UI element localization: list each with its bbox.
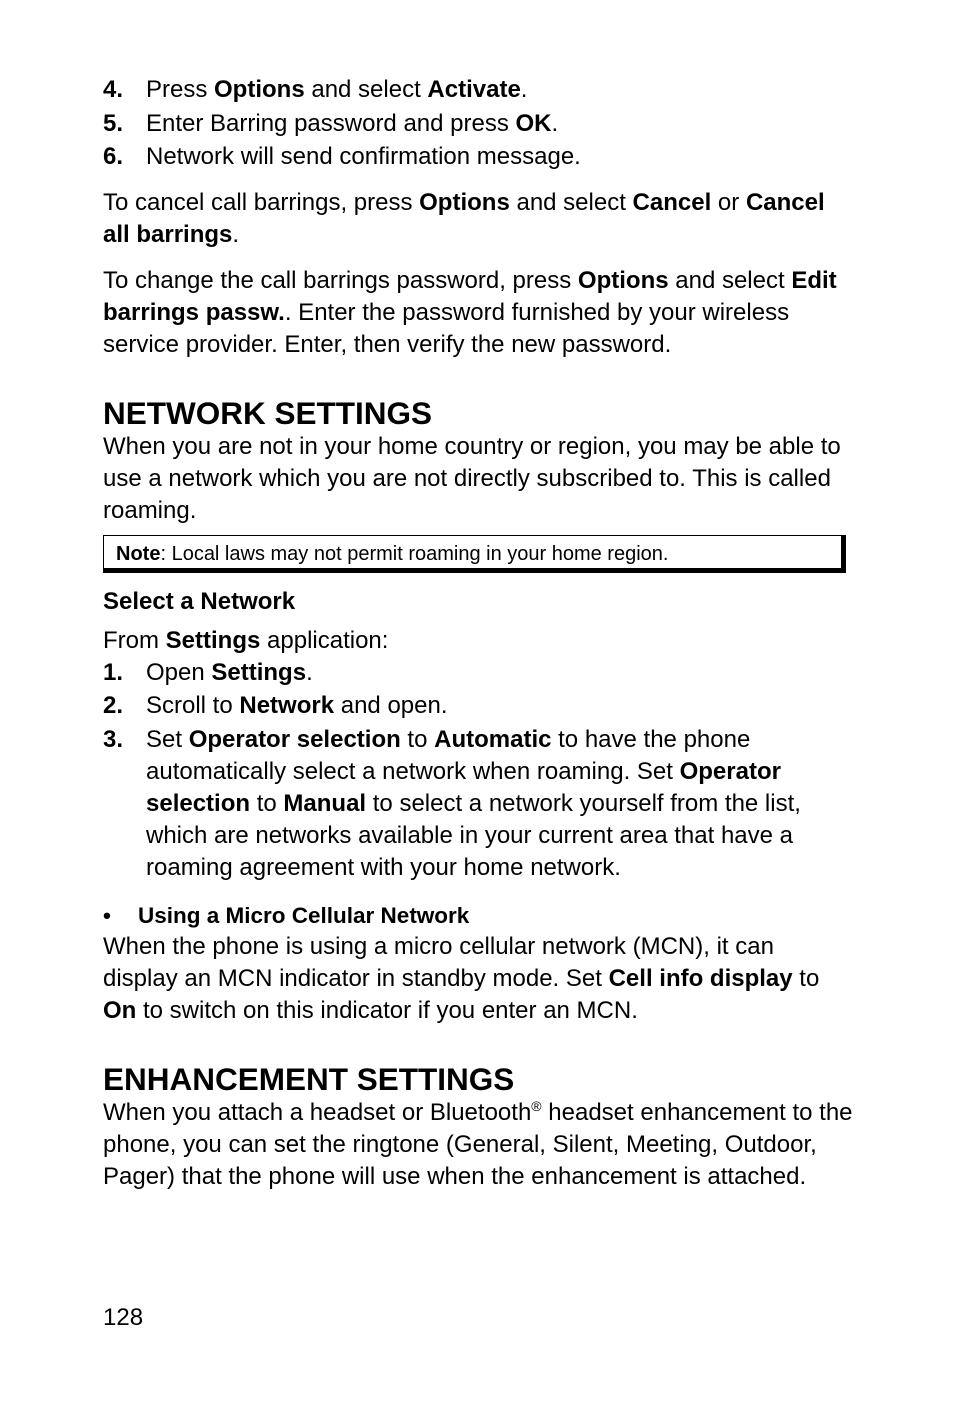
bold-term: Operator selection	[146, 757, 781, 817]
step-text: Scroll to Network and open.	[146, 692, 448, 719]
registered-mark: ®	[531, 1098, 542, 1114]
bold-term: Cancel	[632, 188, 712, 216]
step-text: Network will send confirmation message.	[146, 143, 581, 170]
bold-term: Settings	[165, 626, 261, 654]
note-label: Note	[116, 542, 161, 565]
step-number: 6.	[103, 143, 124, 170]
list-item	[103, 690, 853, 722]
bold-term: Cancel all barrings	[103, 188, 825, 248]
network-intro-paragraph: When you are not in your home country or region, you may be able to use a network which you are not directly subscribed to. This is called roaming.	[103, 432, 841, 524]
mcn-heading	[103, 901, 853, 931]
bold-term: Options	[419, 188, 510, 216]
step-text: Set Operator selection to Automatic to have the phone automatically select a network when roaming. Set Operator selection to Manual to select a network yourself from the list, which are networks available in your current area that have a roaming agreement with your home network.	[146, 725, 801, 881]
bold-term: Edit barrings passw.	[103, 266, 837, 326]
list-item	[103, 74, 853, 106]
bold-term: Network	[239, 692, 335, 719]
list-item	[103, 657, 853, 689]
bold-term: Options	[577, 266, 669, 294]
list-item	[103, 141, 853, 173]
bullet-icon: •	[103, 903, 111, 928]
enhancement-paragraph: When you attach a headset or Bluetooth® headset enhancement to the phone, you can set the ringtone (General, Silent, Meeting, Outdoor, Pager) that the phone will use when the enhancement is attached.	[103, 1098, 853, 1190]
step-number: 1.	[103, 658, 124, 686]
step-number: 3.	[103, 725, 124, 753]
bold-term: Options	[214, 76, 305, 103]
bold-term: Automatic	[434, 725, 552, 753]
from-settings-paragraph: From Settings application:	[103, 626, 389, 654]
bold-term: Activate	[427, 76, 521, 103]
bold-term: Operator selection	[188, 725, 401, 753]
bold-term: Cell info display	[608, 965, 793, 992]
step-text: Enter Barring password and press OK.	[146, 109, 559, 137]
bold-term: Settings	[211, 658, 307, 686]
select-network-heading: Select a Network	[103, 587, 296, 615]
mcn-paragraph: When the phone is using a micro cellular network (MCN), it can display an MCN indicator in standby mode. Set Cell info display to On to switch on this indicator if you enter an MCN.	[103, 933, 820, 1024]
note-text: : Local laws may not permit roaming in your home region.	[160, 542, 669, 565]
list-item	[103, 108, 853, 140]
step-text: Press Options and select Activate.	[146, 76, 528, 103]
list-item	[103, 724, 853, 884]
step-text: Open Settings.	[146, 658, 313, 686]
note-box	[103, 535, 846, 573]
enhancement-settings-heading: ENHANCEMENT SETTINGS	[103, 1061, 515, 1097]
change-password-paragraph: To change the call barrings password, press Options and select Edit barrings passw.. Enter the password furnished by your wireless service provider. Enter, then verify the new password.	[103, 266, 837, 358]
steps-top-list	[103, 74, 853, 173]
step-number: 2.	[103, 692, 124, 719]
mcn-heading-text: Using a Micro Cellular Network	[138, 903, 470, 928]
manual-page	[103, 74, 853, 1193]
network-settings-heading: NETWORK SETTINGS	[103, 394, 432, 431]
bold-term: On	[103, 997, 137, 1024]
page-number: 128	[103, 1304, 144, 1331]
cancel-paragraph: To cancel call barrings, press Options and select Cancel or Cancel all barrings.	[103, 188, 825, 248]
network-steps-list	[103, 657, 853, 884]
bold-term: OK	[515, 109, 552, 137]
step-number: 5.	[103, 109, 124, 137]
bold-term: Manual	[283, 789, 367, 817]
step-number: 4.	[103, 76, 124, 103]
